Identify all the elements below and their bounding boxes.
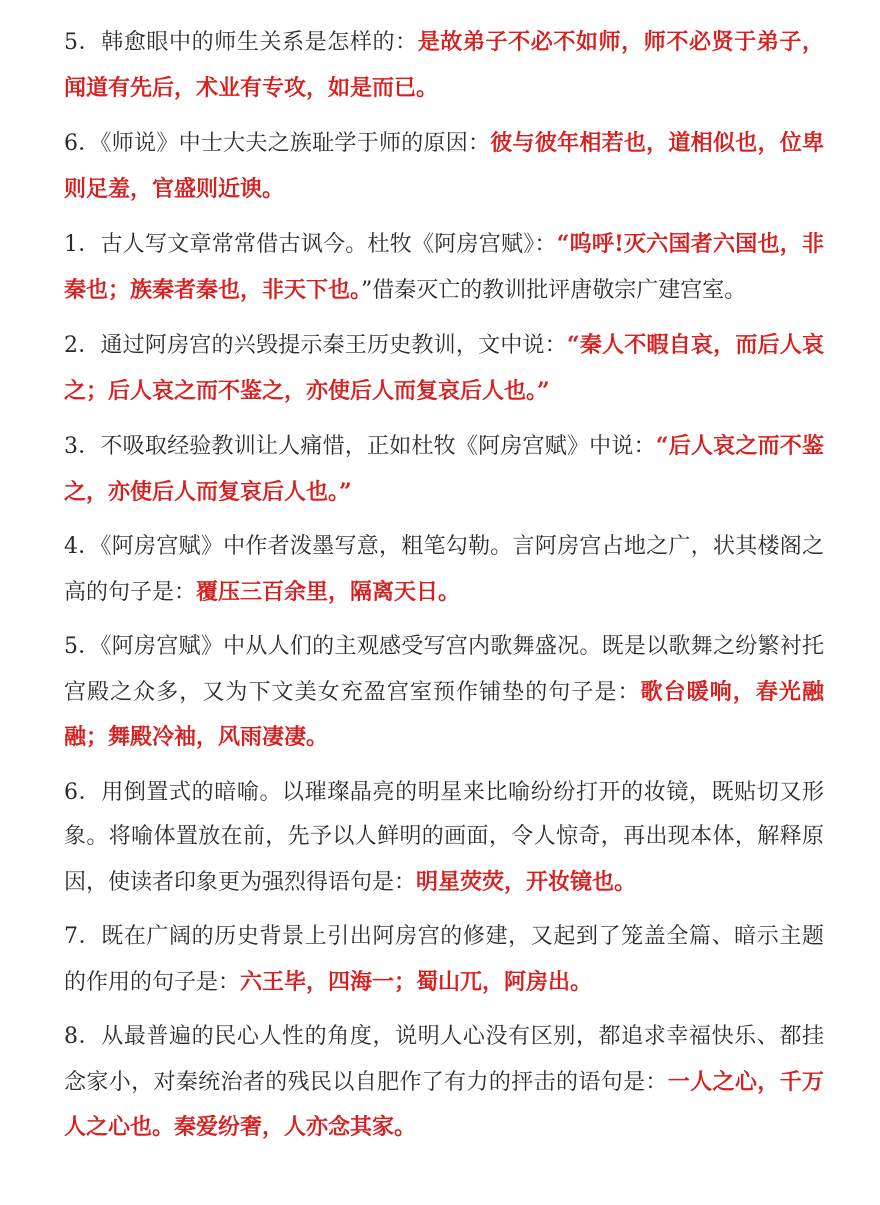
question-item [64,121,824,212]
answer-text: “后人哀之而不鉴之，亦使后人而复哀后人也。” [64,433,825,505]
question-item [64,771,824,906]
question-text: 6．用倒置式的暗喻。以璀璨晶亮的明星来比喻纷纷打开的妆镜，既贴切又形象。将喻体置放在前，先予以人鲜明的画面，令人惊奇，再出现本体，解释原因，使读者印象更为强烈得语句是： [64,779,824,895]
question-text: 5．韩愈眼中的师生关系是怎样的： [64,30,418,55]
question-text: 2．通过阿房宫的兴毁提示秦王历史教训，文中说： [64,333,567,358]
answer-text: 彼与彼年相若也，道相似也，位卑则足羞，官盛则近谀。 [64,130,824,202]
question-item [64,424,824,515]
question-item [64,20,824,111]
question-text: 8．从最普遍的民心人性的角度，说明人心没有区别，都追求幸福快乐、都挂念家小，对秦统治者的残民以自肥作了有力的抨击的语句是： [64,1024,824,1095]
answer-text: “呜呼!灭六国者六国也，非秦也；族秦者秦也，非天下也。 [64,231,825,303]
question-text: 3．不吸取经验教训让人痛惜，正如杜牧《阿房宫赋》中说： [64,434,656,459]
answer-text: 歌台暖响，春光融融；舞殿冷袖，风雨凄凄。 [64,678,824,750]
question-text: 6．《师说》中士大夫之族耻学于师的原因： [64,131,491,156]
question-tail: ”借秦灭亡的教训批评唐敬宗广建宫室。 [361,277,747,303]
answer-text: 覆压三百余里，隔离天日。 [196,578,461,605]
answer-text: 一人之心，千万人之心也。秦爱纷奢，人亦念其家。 [64,1068,824,1140]
document-body [64,20,824,1161]
answer-text: 明星荧荧，开妆镜也。 [416,868,637,895]
question-text: 4．《阿房宫赋》中作者泼墨写意，粗笔勾勒。言阿房宫占地之广，状其楼阁之高的句子是： [64,534,824,605]
question-item [64,625,824,761]
answer-text: 是故弟子不必不如师，师不必贤于弟子，闻道有先后，术业有专攻，如是而已。 [64,29,824,101]
question-item [64,915,824,1005]
question-text: 7．既在广阔的历史背景上引出阿房宫的修建，又起到了笼盖全篇、暗示主题的作用的句子是： [64,924,824,995]
question-text: 1．古人写文章常常借古讽今。杜牧《阿房宫赋》： [64,232,557,257]
question-item [64,525,824,615]
question-item [64,323,824,414]
question-item [64,222,824,313]
answer-text: 六王毕，四海一；蜀山兀，阿房出。 [240,968,593,995]
question-text: 5．《阿房宫赋》中从人们的主观感受写宫内歌舞盛况。既是以歌舞之纷繁衬托宫殿之众多，又为下文美女充盈宫室预作铺垫的句子是： [64,634,824,705]
question-item [64,1015,824,1151]
answer-text: “秦人不暇自哀，而后人哀之；后人哀之而不鉴之，亦使后人而复哀后人也。” [64,332,824,404]
